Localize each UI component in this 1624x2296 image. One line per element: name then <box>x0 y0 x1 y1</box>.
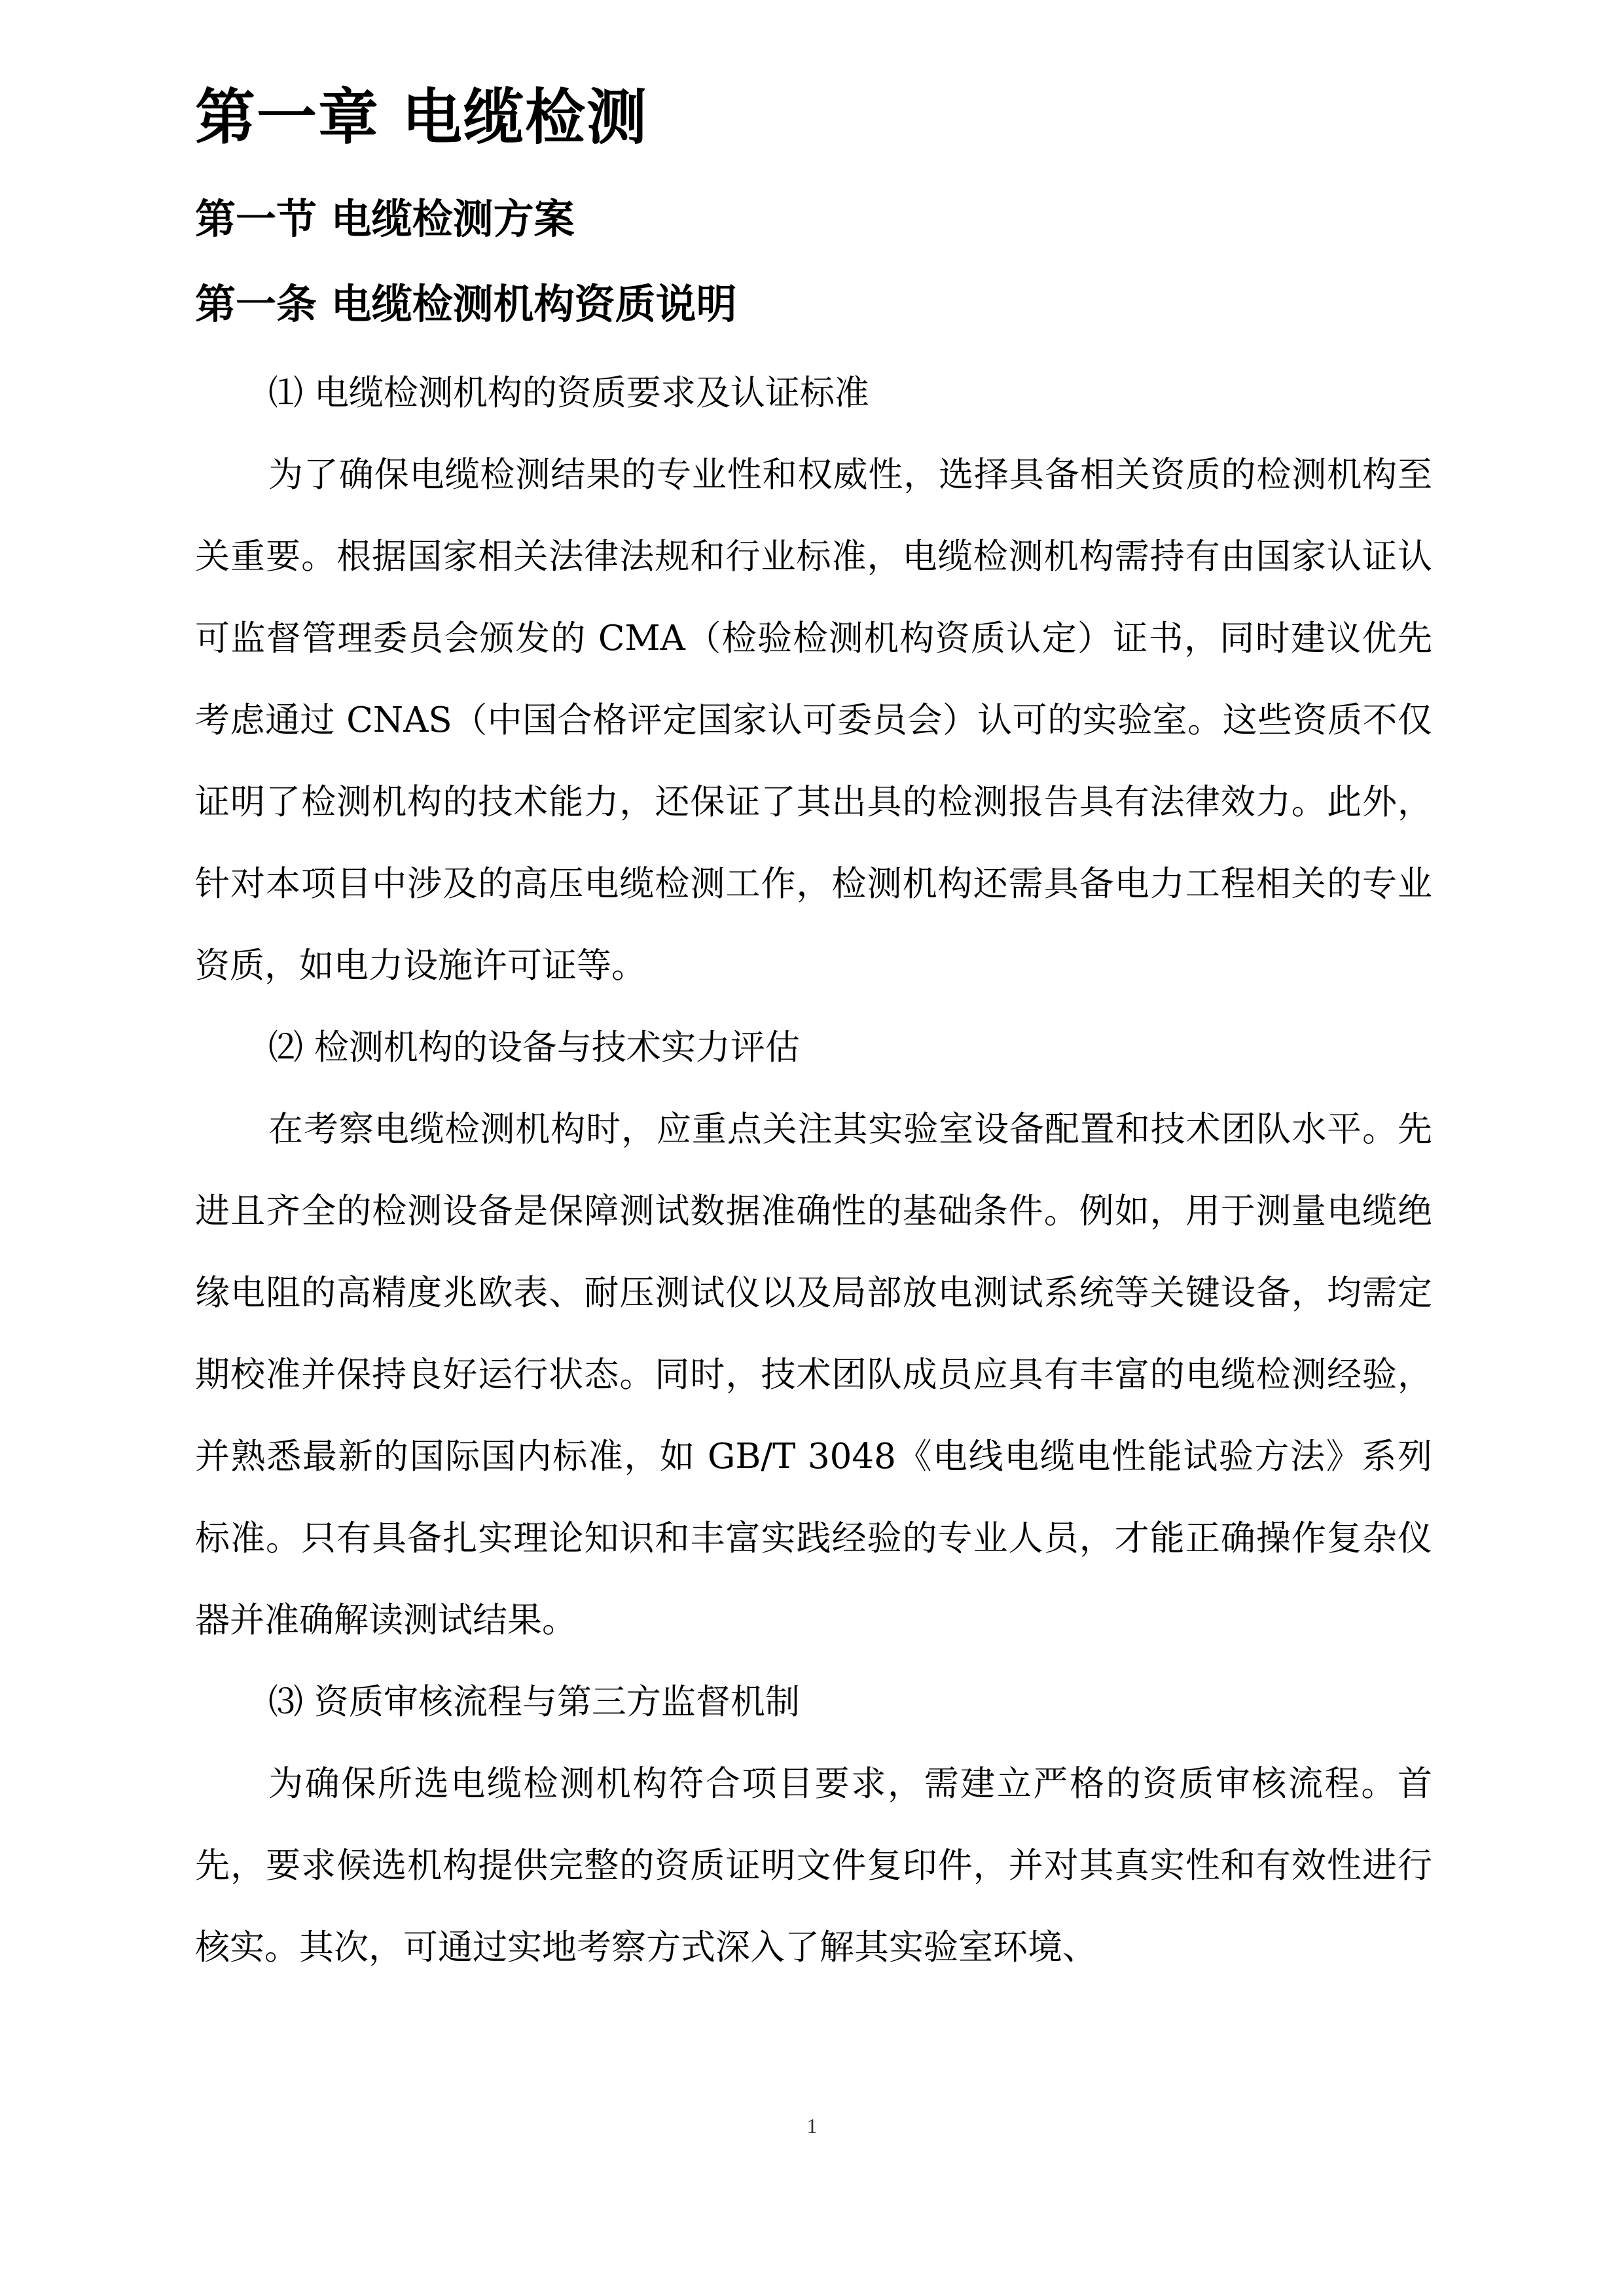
section-title: 第一节 电缆检测方案 <box>195 195 575 243</box>
document-page <box>195 72 1432 1988</box>
paragraph-1: 为了确保电缆检测结果的专业性和权威性，选择具备相关资质的检测机构至关重要。根据国家相关法律法规和行业标准，电缆检测机构需持有由国家认证认可监督管理委员会颁发的 CMA（检验检测机构资质认定）证书，同时建议优先考虑通过 CNAS（中国合格评定国家认可委员会）认可的实验室。这些资质不仅证明了检测机构的技术能力，还保证了其出具的检测报告具有法律效力。此外，针对本项目中涉及的高压电缆检测工作，检测机构还需具备电力工程相关的专业资质，如电力设施许可证等。 <box>195 455 1432 986</box>
subsection-heading-3: ⑶ 资质审核流程与第三方监督机制 <box>268 1682 800 1722</box>
subsection-heading-1: ⑴ 电缆检测机构的资质要求及认证标准 <box>268 373 869 413</box>
subsection-heading-2: ⑵ 检测机构的设备与技术实力评估 <box>268 1028 800 1067</box>
article-title: 第一条 电缆检测机构资质说明 <box>195 280 737 328</box>
page-number: 1 <box>806 2114 818 2138</box>
paragraph-2: 在考察电缆检测机构时，应重点关注其实验室设备配置和技术团队水平。先进且齐全的检测设备是保障测试数据准确性的基础条件。例如，用于测量电缆绝缘电阻的高精度兆欧表、耐压测试仪以及局部放电测试系统等关键设备，均需定期校准并保持良好运行状态。同时，技术团队成员应具有丰富的电缆检测经验，并熟悉最新的国际国内标准，如 GB/T 3048《电线电缆电性能试验方法》系列标准。只有具备扎实理论知识和丰富实践经验的专业人员，才能正确操作复杂仪器并准确解读测试结果。 <box>195 1109 1432 1640</box>
paragraph-3: 为确保所选电缆检测机构符合项目要求，需建立严格的资质审核流程。首先，要求候选机构提供完整的资质证明文件复印件，并对其真实性和有效性进行核实。其次，可通过实地考察方式深入了解其实验室环境、 <box>195 1764 1432 1967</box>
chapter-title: 第一章 电缆检测 <box>195 82 649 152</box>
